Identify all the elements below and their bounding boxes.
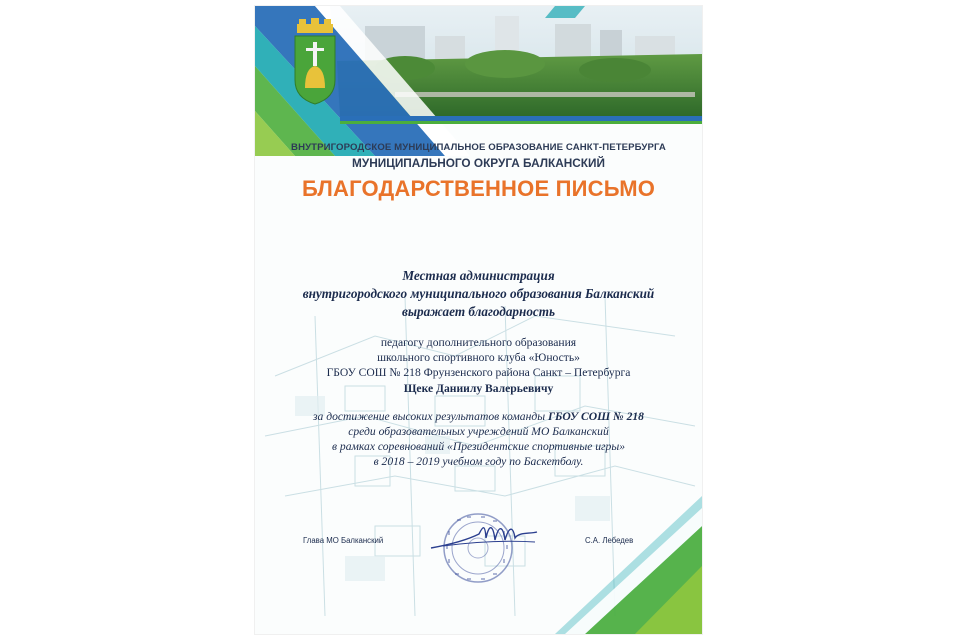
signature-position: Глава МО Балканский <box>303 536 384 545</box>
intro-line-1: Местная администрация <box>402 268 555 283</box>
recipient-line-3: ГБОУ СОШ № 218 Фрунзенского района Санкт – Петербурга <box>326 366 631 379</box>
header-line-2: МУНИЦИПАЛЬНОГО ОКРУГА БАЛКАНСКИЙ <box>352 156 605 170</box>
intro-line-2: внутригородского муниципального образования Балканский <box>302 286 655 301</box>
signature-row <box>255 531 702 551</box>
recipient-line-1: педагогу дополнительного образования <box>380 336 577 349</box>
header-line-1: ВНУТРИГОРОДСКОЕ МУНИЦИПАЛЬНОЕ ОБРАЗОВАНИЕ САНКТ-ПЕТЕРБУРГА <box>291 142 666 153</box>
recipient-name: Щеке Даниилу Валерьевичу <box>403 382 554 395</box>
recipient-line-2: школьного спортивного клуба «Юность» <box>377 351 580 364</box>
reason-line-3: в рамках соревнований «Президентские спортивные игры» <box>331 440 626 453</box>
reason-school: ГБОУ СОШ № 218 <box>547 410 644 423</box>
signature-name: С.А. Лебедев <box>585 536 634 545</box>
intro-line-3: выражает благодарность <box>401 304 556 319</box>
reason-line-1 <box>255 410 702 423</box>
reason-line-1-text: за достижение высоких результатов команды <box>313 410 546 423</box>
reason-line-2: среди образовательных учреждений МО Балканский <box>348 425 609 438</box>
coat-of-arms-icon <box>291 18 339 106</box>
certificate-sheet <box>255 6 702 634</box>
reason-line-4: в 2018 – 2019 учебном году по Баскетболу. <box>373 455 584 468</box>
document-title: БЛАГОДАРСТВЕННОЕ ПИСЬМО <box>301 176 656 201</box>
